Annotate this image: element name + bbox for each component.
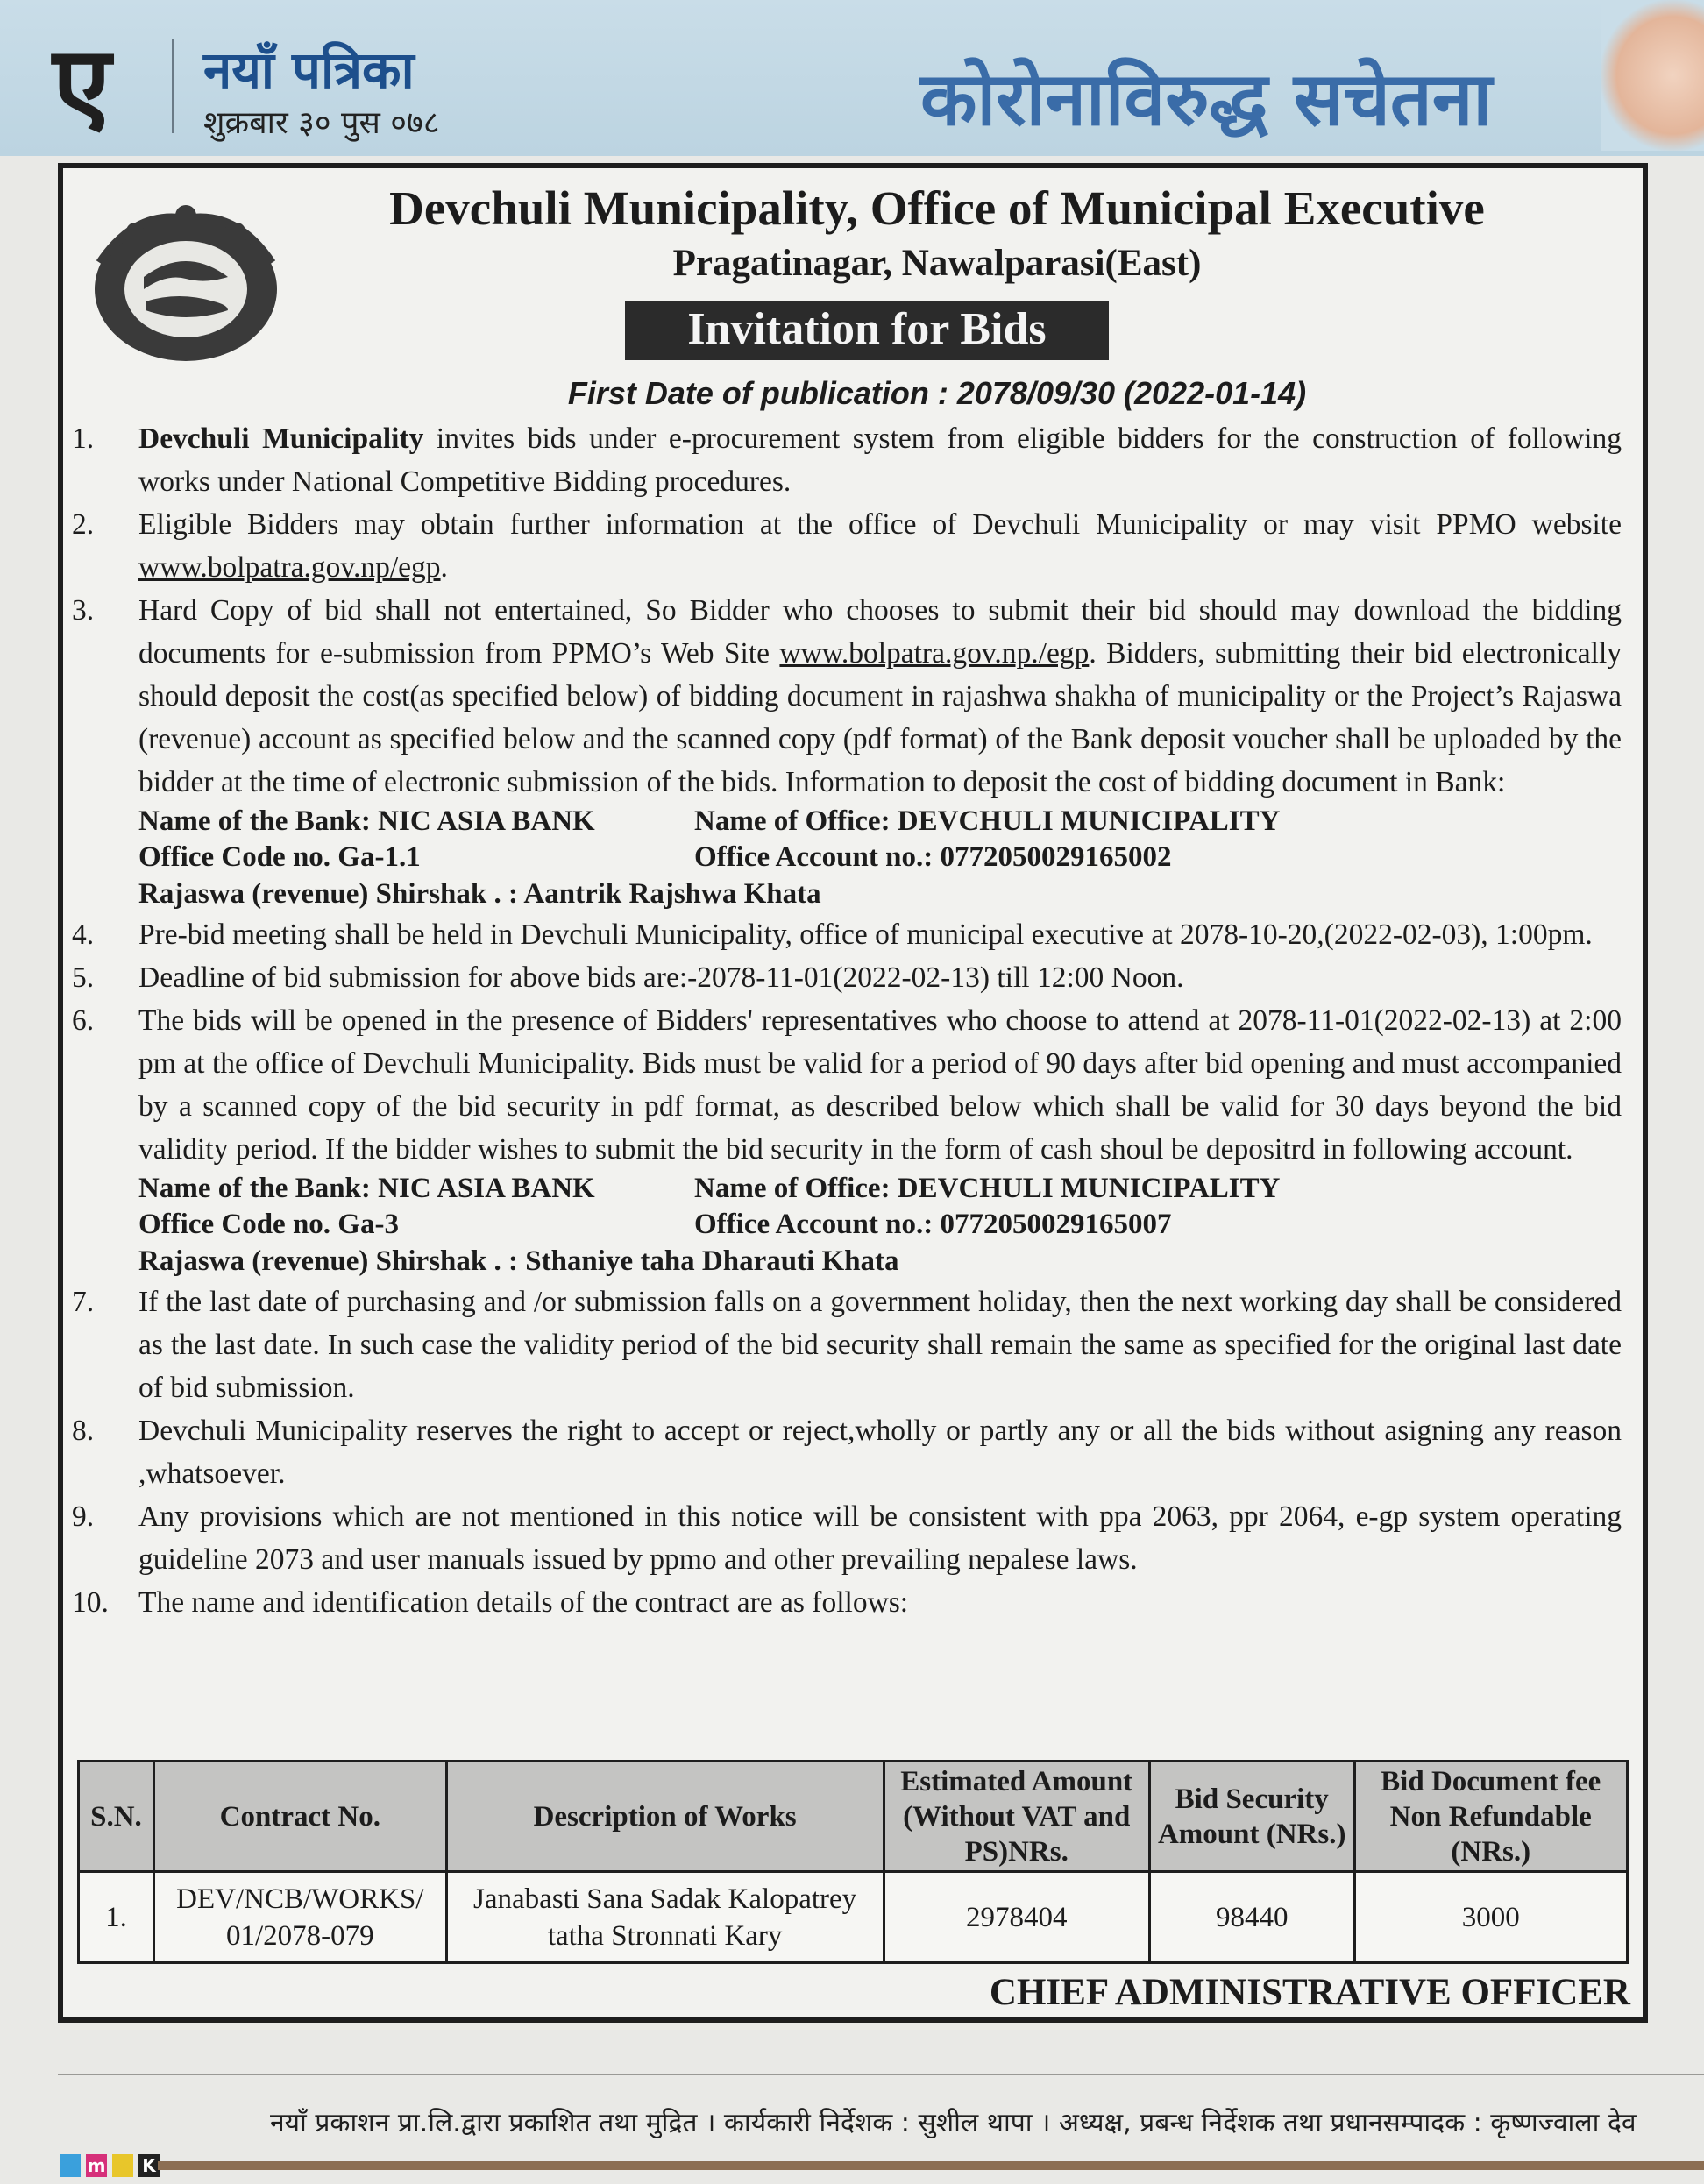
item-text: Deadline of bid submission for above bids are:-2078-11-01(2022-02-13) till 12:00 Noon. [138, 961, 1184, 994]
office-name: Name of Office: DEVCHULI MUNICIPALITY [694, 805, 1281, 837]
notice-item-7 [63, 1280, 1643, 1409]
notice-item-6 [63, 999, 1643, 1171]
item-number: 3. [72, 594, 95, 627]
rajaswa-shirshak-1: Rajaswa (revenue) Shirshak . : Aantrik Rajshwa Khata [138, 878, 821, 910]
item-text: Any provisions which are not mentioned in this notice will be consistent with ppa 2063, ppr 2064, e-gp system operating guideline 2073 and user manuals issued by ppmo and other prevailing nepalese laws. [138, 1500, 1622, 1576]
ppmo-website-link[interactable]: www.bolpatra.gov.np/egp [138, 551, 441, 584]
black-mark: K [138, 2154, 160, 2177]
notice-item-1 [63, 417, 1643, 503]
ppmo-download-link[interactable]: www.bolpatra.gov.np./egp [779, 637, 1090, 670]
footer-divider [58, 2074, 1704, 2075]
item-number: 1. [72, 422, 95, 455]
column-header-bid-security: Bid Security Amount (NRs.) [1149, 1762, 1354, 1872]
item-number: 8. [72, 1415, 95, 1447]
print-register-bar [158, 2161, 1704, 2170]
item-text-continued: . Bidders, submitting their bid electronically should deposit the cost(as specified below) of bidding document in rajashwa shakha of municipality or the Project’s Rajaswa (revenue) account as specified below and the scanned copy (pdf format) of the Bank deposit voucher shall be uploaded by the bidder at the time of electronic submission of the bids. Information to deposit the cost of bidding document in Bank: [138, 637, 1622, 798]
publication-date: First Date of publication : 2078/09/30 (2022-01-14) [567, 375, 1307, 411]
column-header-bid-document-fee: Bid Document fee Non Refundable (NRs.) [1354, 1762, 1628, 1872]
table-row [79, 1872, 1628, 1963]
notice-item-9 [63, 1495, 1643, 1581]
cell-bid-security: 98440 [1149, 1872, 1354, 1963]
cell-estimated-amount: 2978404 [884, 1872, 1149, 1963]
office-account: Office Account no.: 0772050029165002 [694, 841, 1172, 873]
item-number: 7. [72, 1286, 95, 1318]
notice-items [63, 417, 1643, 1624]
item-text: The name and identification details of the contract are as follows: [138, 1586, 909, 1619]
bank-name: Name of the Bank: NIC ASIA BANK [138, 1173, 595, 1204]
item-number: 10. [72, 1586, 109, 1619]
cell-description: Janabasti Sana Sadak Kalopatrey tatha Stronnati Kary [446, 1872, 884, 1963]
item-text: Eligible Bidders may obtain further information at the office of Devchuli Municipality or may visit PPMO website [138, 508, 1622, 541]
item-lead: Devchuli Municipality [138, 422, 424, 455]
notice-title: Invitation for Bids [625, 301, 1109, 360]
item-number: 4. [72, 918, 95, 951]
cell-contract-no: DEV/NCB/WORKS/ 01/2078-079 [153, 1872, 446, 1963]
campaign-banner: कोरोनाविरुद्ध सचेतना [920, 56, 1493, 142]
notice-item-5 [63, 956, 1643, 999]
item-text: The bids will be opened in the presence of Bidders' representatives who choose to attend at 2078-11-01(2022-02-13) at 2:00 pm at the office of Devchuli Municipality. Bids must be valid for a period of 90 days after bid opening and must accompanied by a scanned copy of the bid security in pdf format, as described below which shall be valid for 30 days beyond the bid validity period. If the bidder wishes to submit the bid security in the form of cash shoul be depositrd in following account. [138, 1004, 1622, 1166]
cell-bid-document-fee: 3000 [1354, 1872, 1628, 1963]
publisher-imprint: नयाँ प्रकाशन प्रा.लि.द्वारा प्रकाशित तथा मुद्रित । कार्यकारी निर्देशक : सुशील थापा । अध्यक्ष, प्रबन्ध निर्देशक तथा प्रधानसम्पादक : कृष्णज्वाला देव [270, 2108, 1637, 2138]
item-text: invites bids under e-procurement system from eligible bidders for the construction of following works under National Competitive Bidding procedures. [138, 422, 1622, 498]
column-header-sn: S.N. [79, 1762, 154, 1872]
newspaper-masthead [0, 0, 1704, 156]
bank-details-1 [138, 804, 1622, 876]
item-number: 9. [72, 1500, 95, 1533]
newspaper-logo: ए [53, 23, 111, 146]
item-text-tail: . [440, 551, 448, 584]
newspaper-name: नयाँ पत्रिका [203, 40, 415, 100]
column-header-estimated-amount: Estimated Amount (Without VAT and PS)NRs. [884, 1762, 1149, 1872]
notice-item-3 [63, 589, 1643, 804]
bid-notice [58, 163, 1648, 2023]
notice-item-2 [63, 503, 1643, 589]
office-account: Office Account no.: 0772050029165007 [694, 1209, 1172, 1240]
cyan-mark [60, 2154, 81, 2177]
notice-item-10 [63, 1581, 1643, 1624]
item-text: Devchuli Municipality reserves the right to accept or reject,wholly or partly any or all the bids without asigning any reason ,whatsoever. [138, 1415, 1622, 1490]
contract-table [77, 1760, 1629, 1964]
column-header-contract-no: Contract No. [153, 1762, 446, 1872]
cell-sn: 1. [79, 1872, 154, 1963]
bank-name: Name of the Bank: NIC ASIA BANK [138, 805, 595, 837]
item-text: Hard Copy of bid shall not entertained, So Bidder who chooses to submit their bid should may download the bidding documents for e-submission from PPMO’s Web Site [138, 594, 1622, 670]
item-number: 6. [72, 1004, 95, 1037]
office-name: Name of Office: DEVCHULI MUNICIPALITY [694, 1173, 1281, 1204]
table-header-row [79, 1762, 1628, 1872]
banner-hand-image [1601, 0, 1704, 151]
rajaswa-shirshak-2: Rajaswa (revenue) Shirshak . : Sthaniye taha Dharauti Khata [138, 1245, 899, 1277]
notice-item-8 [63, 1409, 1643, 1495]
magenta-mark: m [87, 2155, 106, 2176]
item-number: 2. [72, 508, 95, 541]
masthead-divider [172, 39, 174, 133]
bank-details-2 [138, 1171, 1622, 1243]
issue-date: शुक्रबार ३० पुस ०७८ [203, 105, 440, 141]
yellow-mark [112, 2154, 133, 2177]
signatory-title: CHIEF ADMINISTRATIVE OFFICER [989, 1972, 1630, 2013]
item-text: Pre-bid meeting shall be held in Devchuli Municipality, office of municipal executive at 2078-10-20,(2022-02-03), 1:00pm. [138, 918, 1593, 951]
item-text: If the last date of purchasing and /or submission falls on a government holiday, then the next working day shall be considered as the last date. In such case the validity period of the bid security shall remain the same as specified for the original last date of bid submission. [138, 1286, 1622, 1404]
organization-name: Devchuli Municipality, Office of Municipal Executive [389, 181, 1485, 235]
office-code: Office Code no. Ga-1.1 [138, 841, 421, 873]
column-header-description: Description of Works [446, 1762, 884, 1872]
color-registration-marks [60, 2154, 160, 2177]
municipality-emblem-icon [82, 193, 289, 366]
organization-address: Pragatinagar, Nawalparasi(East) [672, 243, 1202, 284]
office-code: Office Code no. Ga-3 [138, 1209, 399, 1240]
item-number: 5. [72, 961, 95, 994]
notice-item-4 [63, 913, 1643, 956]
